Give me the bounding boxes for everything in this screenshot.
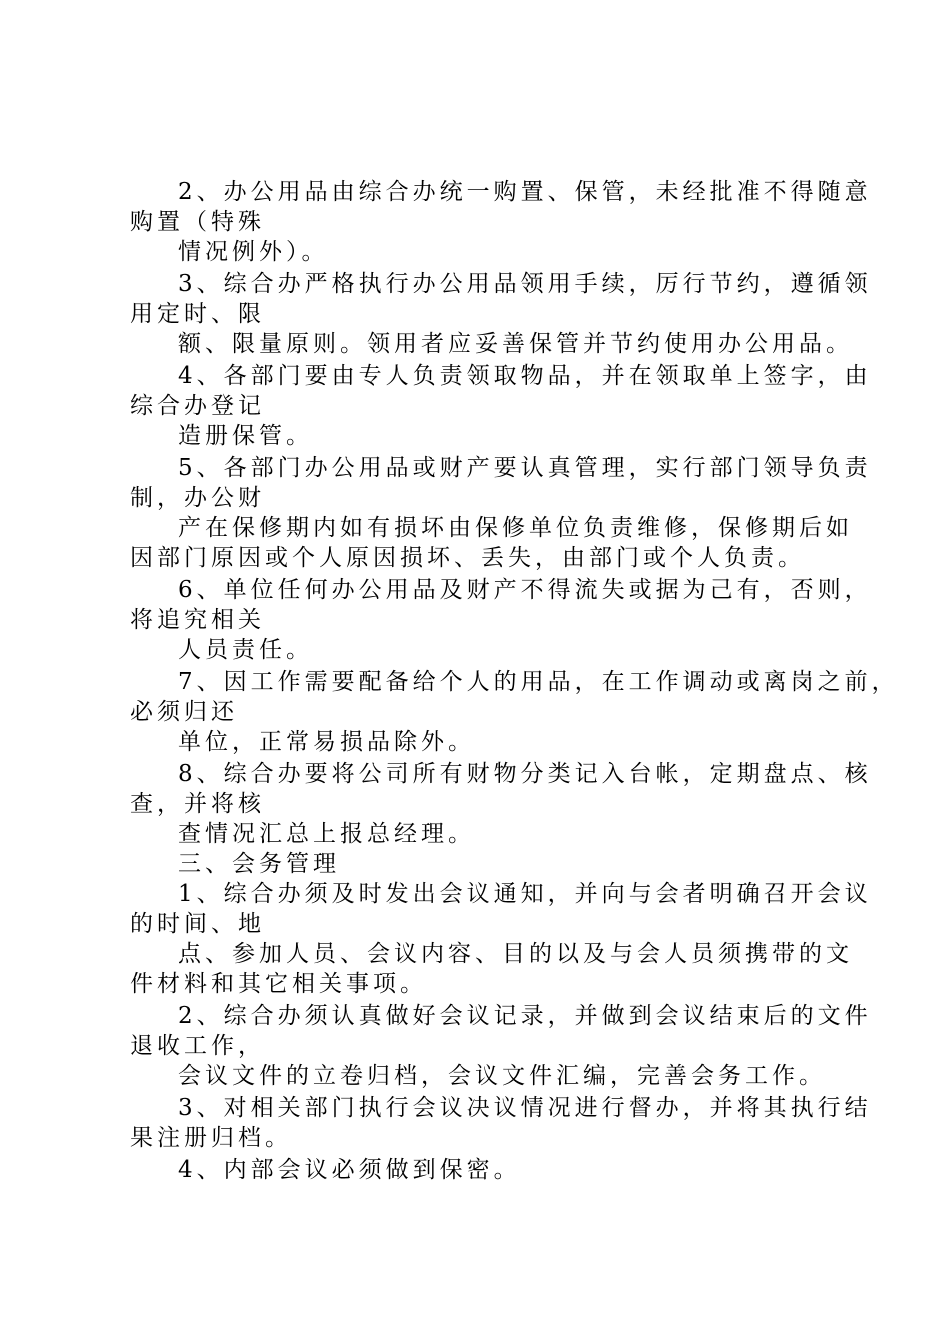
- para-3-line-3: 额、限量原则。领用者应妥善保管并节约使用办公用品。: [178, 331, 853, 357]
- meeting-1-line-2: 的时间、地: [130, 911, 265, 937]
- meeting-1-line-1: 1、综合办须及时发出会议通知，并向与会者明确召开会议: [178, 881, 872, 907]
- para-2-line-2: 购置（特殊: [130, 209, 265, 235]
- para-2-line-1: 2、办公用品由综合办统一购置、保管，未经批准不得随意: [178, 179, 872, 205]
- meeting-2-line-1: 2、综合办须认真做好会议记录，并做到会议结束后的文件: [178, 1003, 872, 1029]
- meeting-3-line-2: 果注册归档。: [130, 1125, 292, 1151]
- meeting-1-line-3: 点、参加人员、会议内容、目的以及与会人员须携带的文: [178, 941, 853, 967]
- para-8-line-3: 查情况汇总上报总经理。: [178, 821, 475, 847]
- para-2-line-3: 情况例外）。: [178, 239, 329, 265]
- para-6-line-2: 将追究相关: [130, 607, 265, 633]
- section-heading-meeting: 三、会务管理: [178, 851, 340, 877]
- para-5-line-3: 产在保修期内如有损坏由保修单位负责维修，保修期后如: [178, 515, 853, 541]
- para-4-line-3: 造册保管。: [178, 423, 313, 449]
- meeting-1-line-4: 件材料和其它相关事项。: [130, 971, 427, 997]
- para-5-line-2: 制，办公财: [130, 485, 265, 511]
- meeting-2-line-2: 退收工作，: [130, 1033, 265, 1059]
- para-6-line-3: 人员责任。: [178, 637, 313, 663]
- para-4-line-1: 4、各部门要由专人负责领取物品，并在领取单上签字，由: [178, 363, 872, 389]
- meeting-4-line-1: 4、内部会议必须做到保密。: [178, 1157, 521, 1183]
- para-7-line-1: 7、因工作需要配备给个人的用品，在工作调动或离岗之前，: [178, 669, 899, 695]
- para-8-line-1: 8、综合办要将公司所有财物分类记入台帐，定期盘点、核: [178, 761, 872, 787]
- para-3-line-2: 用定时、限: [130, 301, 265, 327]
- para-5-line-4: 因部门原因或个人原因损坏、丢失，由部门或个人负责。: [130, 545, 805, 571]
- para-7-line-3: 单位，正常易损品除外。: [178, 729, 475, 755]
- para-6-line-1: 6、单位任何办公用品及财产不得流失或据为己有，否则，: [178, 577, 872, 603]
- para-5-line-1: 5、各部门办公用品或财产要认真管理，实行部门领导负责: [178, 455, 872, 481]
- para-4-line-2: 综合办登记: [130, 393, 265, 419]
- para-3-line-1: 3、综合办严格执行办公用品领用手续，厉行节约，遵循领: [178, 271, 872, 297]
- meeting-2-line-3: 会议文件的立卷归档，会议文件汇编，完善会务工作。: [178, 1063, 826, 1089]
- para-7-line-2: 必须归还: [130, 699, 238, 725]
- para-8-line-2: 查，并将核: [130, 791, 265, 817]
- meeting-3-line-1: 3、对相关部门执行会议决议情况进行督办，并将其执行结: [178, 1095, 872, 1121]
